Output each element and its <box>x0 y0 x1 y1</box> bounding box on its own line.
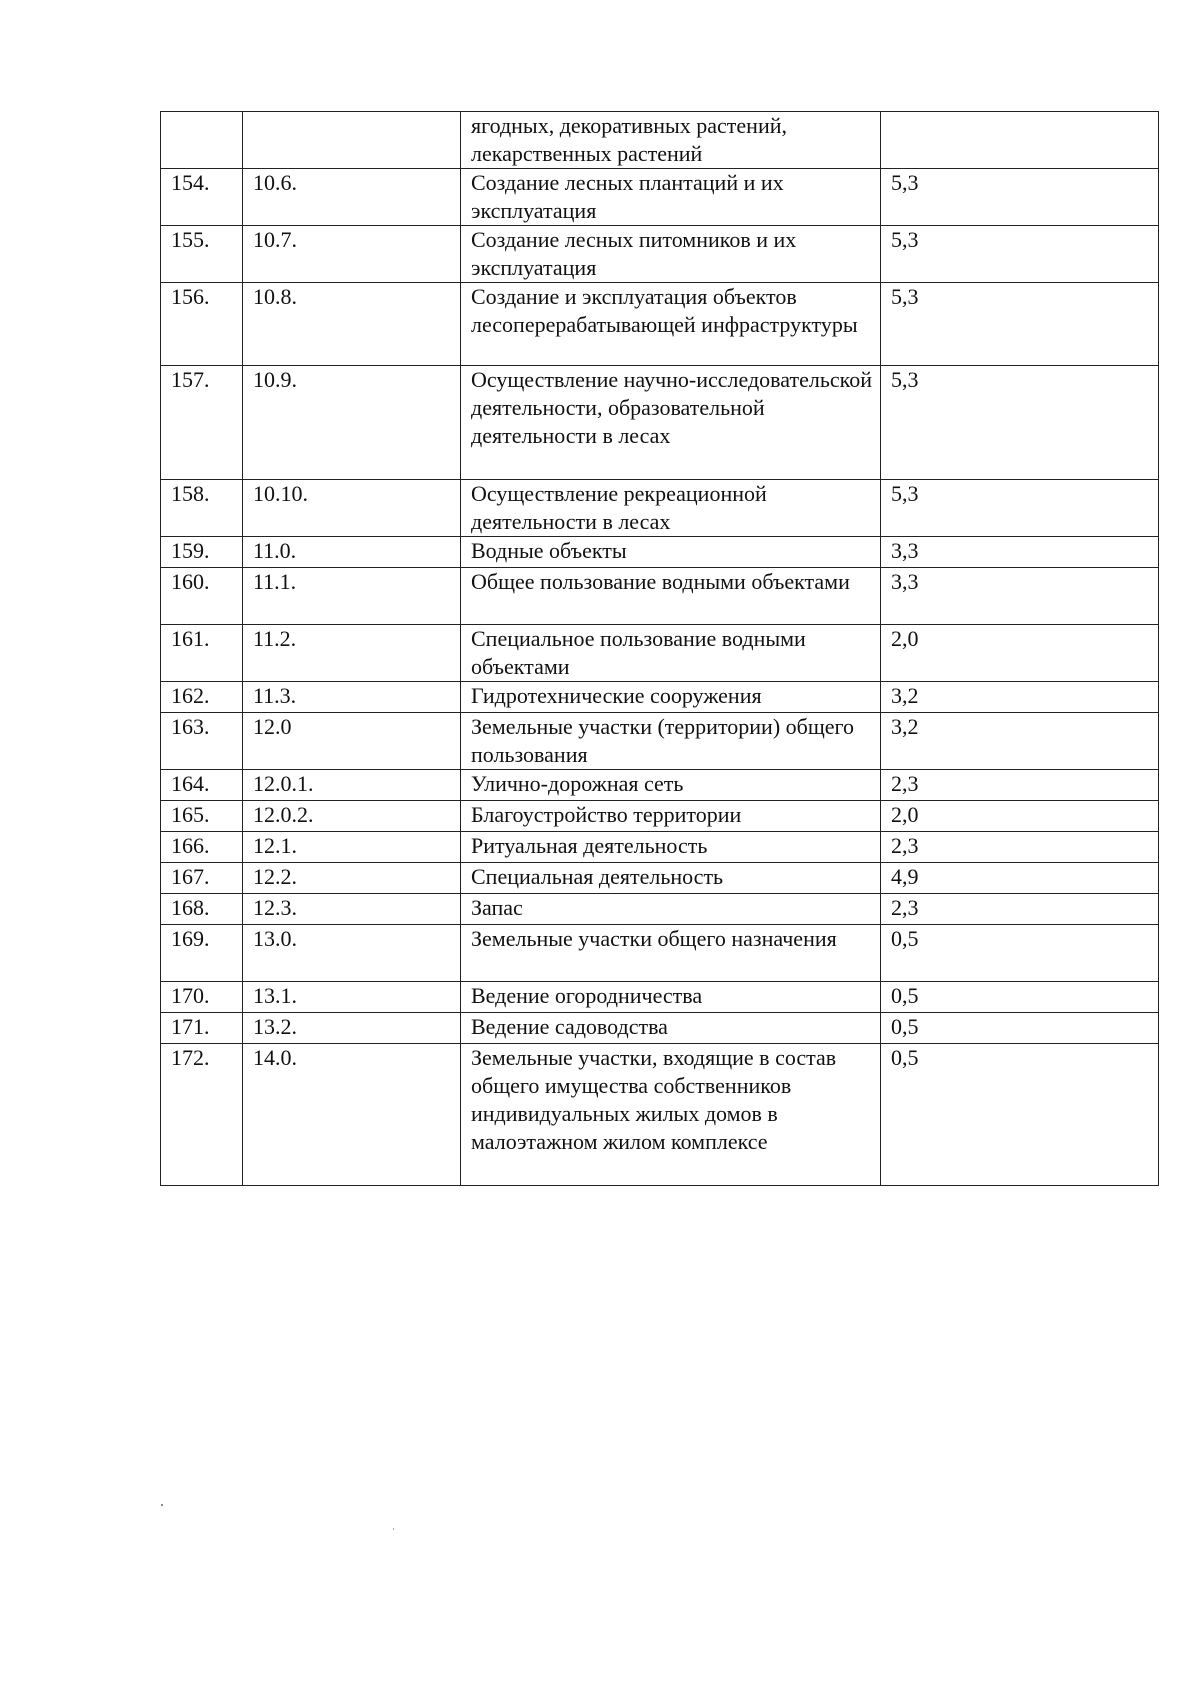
value-cell: 0,5 <box>881 925 1159 982</box>
description-cell: Ведение садоводства <box>461 1013 881 1044</box>
code-cell: 14.0. <box>243 1044 461 1186</box>
row-number-cell: 168. <box>161 894 243 925</box>
description-cell: Улично-дорожная сеть <box>461 770 881 801</box>
table-row <box>161 682 1159 713</box>
table-row <box>161 713 1159 770</box>
description-cell: Земельные участки, входящие в состав общего имущества собственников индивидуальных жилых домов в малоэтажном жилом комплексе <box>461 1044 881 1186</box>
description-cell: ягодных, декоративных растений, лекарственных растений <box>461 112 881 169</box>
description-cell: Создание и эксплуатация объектов лесоперерабатывающей инфраструктуры <box>461 283 881 366</box>
code-cell: 12.0 <box>243 713 461 770</box>
value-cell: 5,3 <box>881 366 1159 480</box>
code-cell <box>243 112 461 169</box>
value-cell: 5,3 <box>881 169 1159 226</box>
value-cell: 2,3 <box>881 770 1159 801</box>
table-row <box>161 832 1159 863</box>
value-cell: 0,5 <box>881 1013 1159 1044</box>
row-number-cell <box>161 112 243 169</box>
description-cell: Запас <box>461 894 881 925</box>
table-row <box>161 112 1159 169</box>
row-number-cell: 157. <box>161 366 243 480</box>
code-cell: 10.9. <box>243 366 461 480</box>
code-cell: 10.7. <box>243 226 461 283</box>
value-cell: 5,3 <box>881 226 1159 283</box>
scan-speck <box>161 1504 163 1506</box>
table-row <box>161 366 1159 480</box>
code-cell: 11.0. <box>243 537 461 568</box>
row-number-cell: 170. <box>161 982 243 1013</box>
table-row <box>161 625 1159 682</box>
row-number-cell: 159. <box>161 537 243 568</box>
table-row <box>161 894 1159 925</box>
description-cell: Ритуальная деятельность <box>461 832 881 863</box>
table-row <box>161 1044 1159 1186</box>
row-number-cell: 161. <box>161 625 243 682</box>
table-row <box>161 480 1159 537</box>
table-row <box>161 226 1159 283</box>
value-cell: 3,3 <box>881 537 1159 568</box>
value-cell: 3,3 <box>881 568 1159 625</box>
value-cell: 0,5 <box>881 982 1159 1013</box>
description-cell: Ведение огородничества <box>461 982 881 1013</box>
description-cell: Водные объекты <box>461 537 881 568</box>
table-row <box>161 925 1159 982</box>
code-cell: 13.2. <box>243 1013 461 1044</box>
code-cell: 11.2. <box>243 625 461 682</box>
table-row <box>161 801 1159 832</box>
value-cell: 2,3 <box>881 832 1159 863</box>
code-cell: 12.0.1. <box>243 770 461 801</box>
description-cell: Специальная деятельность <box>461 863 881 894</box>
code-cell: 12.3. <box>243 894 461 925</box>
description-cell: Гидротехнические сооружения <box>461 682 881 713</box>
value-cell <box>881 112 1159 169</box>
scan-speck <box>393 1528 394 1530</box>
table-row <box>161 863 1159 894</box>
value-cell: 5,3 <box>881 283 1159 366</box>
table-row <box>161 982 1159 1013</box>
value-cell: 2,3 <box>881 894 1159 925</box>
description-cell: Осуществление рекреационной деятельности в лесах <box>461 480 881 537</box>
row-number-cell: 154. <box>161 169 243 226</box>
row-number-cell: 162. <box>161 682 243 713</box>
row-number-cell: 160. <box>161 568 243 625</box>
row-number-cell: 171. <box>161 1013 243 1044</box>
row-number-cell: 156. <box>161 283 243 366</box>
row-number-cell: 163. <box>161 713 243 770</box>
code-cell: 12.1. <box>243 832 461 863</box>
row-number-cell: 155. <box>161 226 243 283</box>
table-row <box>161 568 1159 625</box>
code-cell: 12.0.2. <box>243 801 461 832</box>
land-use-table <box>160 111 1159 1186</box>
description-cell: Земельные участки общего назначения <box>461 925 881 982</box>
table-row <box>161 169 1159 226</box>
code-cell: 10.6. <box>243 169 461 226</box>
table-row <box>161 283 1159 366</box>
table-row <box>161 537 1159 568</box>
description-cell: Благоустройство территории <box>461 801 881 832</box>
value-cell: 3,2 <box>881 682 1159 713</box>
value-cell: 2,0 <box>881 625 1159 682</box>
table-row <box>161 1013 1159 1044</box>
row-number-cell: 169. <box>161 925 243 982</box>
table-body <box>161 112 1159 1186</box>
description-cell: Создание лесных плантаций и их эксплуатация <box>461 169 881 226</box>
value-cell: 2,0 <box>881 801 1159 832</box>
description-cell: Осуществление научно-исследовательской деятельности, образовательной деятельности в лесах <box>461 366 881 480</box>
code-cell: 11.1. <box>243 568 461 625</box>
row-number-cell: 165. <box>161 801 243 832</box>
description-cell: Создание лесных питомников и их эксплуатация <box>461 226 881 283</box>
code-cell: 10.10. <box>243 480 461 537</box>
row-number-cell: 166. <box>161 832 243 863</box>
row-number-cell: 164. <box>161 770 243 801</box>
row-number-cell: 172. <box>161 1044 243 1186</box>
code-cell: 13.0. <box>243 925 461 982</box>
row-number-cell: 167. <box>161 863 243 894</box>
value-cell: 3,2 <box>881 713 1159 770</box>
code-cell: 13.1. <box>243 982 461 1013</box>
table-row <box>161 770 1159 801</box>
value-cell: 5,3 <box>881 480 1159 537</box>
value-cell: 0,5 <box>881 1044 1159 1186</box>
row-number-cell: 158. <box>161 480 243 537</box>
code-cell: 10.8. <box>243 283 461 366</box>
code-cell: 12.2. <box>243 863 461 894</box>
value-cell: 4,9 <box>881 863 1159 894</box>
description-cell: Общее пользование водными объектами <box>461 568 881 625</box>
description-cell: Специальное пользование водными объектами <box>461 625 881 682</box>
code-cell: 11.3. <box>243 682 461 713</box>
description-cell: Земельные участки (территории) общего пользования <box>461 713 881 770</box>
